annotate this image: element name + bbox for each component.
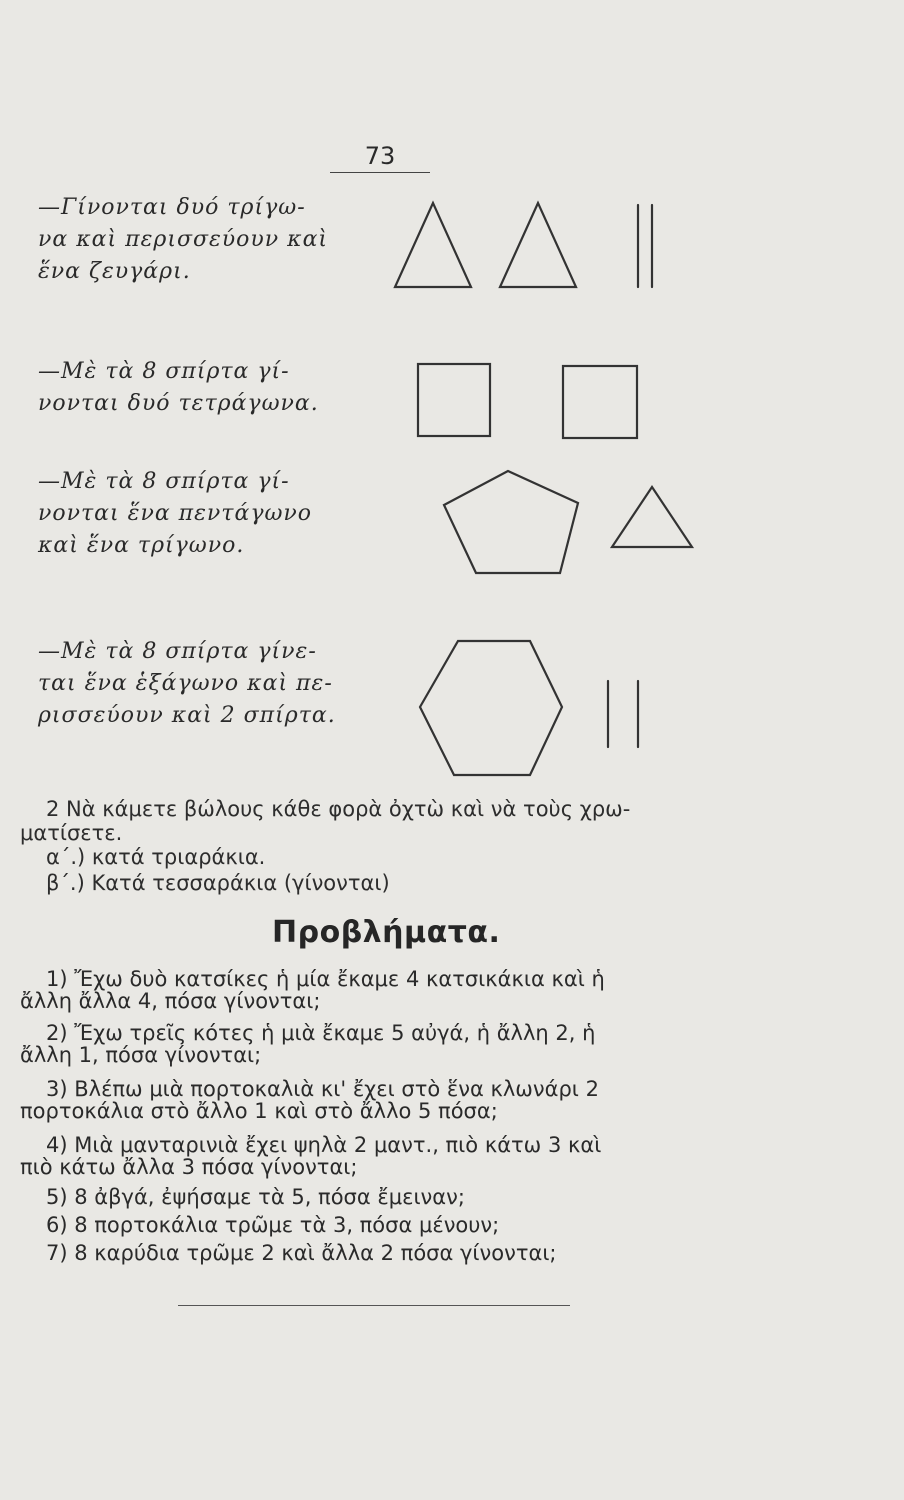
problem-line: πορτοκάλια στὸ ἄλλο 1 καὶ στὸ ἄλλο 5 πόσα; — [20, 1099, 498, 1123]
pentagon-drawing — [430, 465, 710, 590]
problem-line: 6) 8 πορτοκάλια τρῶμε τὰ 3, πόσα μένουν; — [46, 1213, 500, 1237]
exercise-option-a: α΄.) κατά τριαράκια. — [46, 845, 266, 869]
caption-line: νονται δυό τετράγωνα. — [38, 391, 319, 416]
problem-item — [20, 1134, 740, 1178]
problem-line: ἄλλη 1, πόσα γίνονται; — [20, 1043, 262, 1067]
problem-item — [20, 1022, 740, 1066]
square-shape — [563, 366, 637, 438]
caption-squares — [38, 356, 358, 420]
figure-two-squares — [410, 360, 650, 445]
exercise-line: ματίσετε. — [20, 821, 123, 845]
caption-line: ρισσεύουν καὶ 2 σπίρτα. — [38, 703, 336, 728]
caption-line: νονται ἕνα πεντάγωνο — [38, 501, 313, 526]
problem-line: πιὸ κάτω ἄλλα 3 πόσα γίνονται; — [20, 1155, 358, 1179]
hexagon-shape — [420, 641, 562, 775]
caption-line: —Μὲ τὰ 8 σπίρτα γί- — [38, 469, 290, 494]
caption-line: ἕνα ζευγάρι. — [38, 259, 191, 284]
caption-line: —Μὲ τὰ 8 σπίρτα γί- — [38, 359, 290, 384]
caption-line: —Μὲ τὰ 8 σπίρτα γίνε- — [38, 639, 317, 664]
problem-line: ἄλλη ἄλλα 4, πόσα γίνονται; — [20, 989, 321, 1013]
caption-line: —Γίνονται δυό τρίγω- — [38, 195, 306, 220]
problem-item — [20, 1214, 740, 1236]
triangle-shape — [612, 487, 692, 547]
caption-line: ται ἕνα ἑξάγωνο καὶ πε- — [38, 671, 333, 696]
problem-item — [20, 968, 740, 1012]
problem-item — [20, 1242, 740, 1264]
triangle-shape — [500, 203, 576, 287]
problem-line: 7) 8 καρύδια τρῶμε 2 καὶ ἄλλα 2 πόσα γίνονται; — [46, 1241, 557, 1265]
caption-pentagon — [38, 466, 358, 562]
caption-triangles — [38, 192, 358, 288]
caption-hexagon — [38, 636, 358, 732]
problem-line: 2) Ἔχω τρεῖς κότες ἡ μιὰ ἔκαμε 5 αὐγά, ἡ ἄλλη 2, ἡ — [46, 1021, 596, 1045]
pentagon-shape — [444, 471, 578, 573]
figure-pentagon-triangle — [430, 465, 710, 590]
bottom-rule — [178, 1305, 570, 1306]
caption-line: να καὶ περισσεύουν καὶ — [38, 227, 329, 252]
hexagon-drawing — [410, 635, 670, 785]
exercise-option-b: β΄.) Κατά τεσσαράκια (γίνονται) — [46, 871, 390, 895]
figure-two-triangles — [380, 195, 680, 295]
problem-line: 5) 8 ἀβγά, ἐψήσαμε τὰ 5, πόσα ἔμειναν; — [46, 1185, 465, 1209]
problem-item — [20, 1078, 740, 1122]
problem-item — [20, 1186, 740, 1208]
squares-drawing — [410, 360, 650, 445]
square-shape — [418, 364, 490, 436]
caption-line: καὶ ἕνα τρίγωνο. — [38, 533, 245, 558]
problems-heading: Προβλήματα. — [272, 915, 501, 950]
triangle-shape — [395, 203, 471, 287]
triangles-drawing — [380, 195, 680, 295]
exercise-line: 2 Νὰ κάμετε βώλους κάθε φορὰ ὀχτὼ καὶ νὰ τοὺς χρω- — [46, 797, 631, 821]
problem-line: 1) Ἔχω δυὸ κατσίκες ἡ μία ἔκαμε 4 κατσικάκια καὶ ἡ — [46, 967, 605, 991]
problem-line: 3) Βλέπω μιὰ πορτοκαλιὰ κι' ἔχει στὸ ἕνα κλωνάρι 2 — [46, 1077, 599, 1101]
figure-hexagon — [410, 635, 670, 785]
problem-line: 4) Μιὰ μανταρινιὰ ἔχει ψηλὰ 2 μαντ., πιὸ κάτω 3 καὶ — [46, 1133, 602, 1157]
page-number: 73 — [330, 142, 430, 173]
